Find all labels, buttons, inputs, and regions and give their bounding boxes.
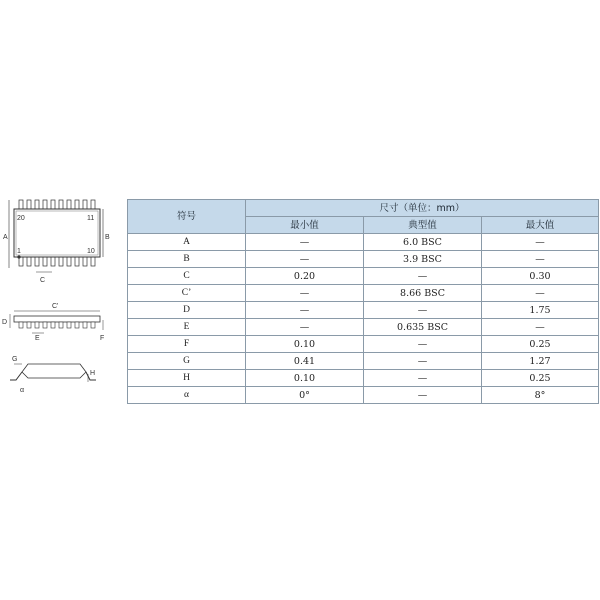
- pin-1-marker: [17, 255, 20, 258]
- table-row: [128, 285, 599, 302]
- typ-header: 典型值: [364, 217, 482, 234]
- typ-value-cell: —: [364, 336, 482, 353]
- symbol-cell: D: [128, 302, 246, 319]
- max-value-cell: —: [482, 319, 599, 336]
- dim-alpha-label: α: [20, 387, 25, 394]
- symbol-cell: A: [128, 234, 246, 251]
- package-pin: [91, 257, 95, 266]
- min-value-cell: —: [246, 319, 364, 336]
- symbol-cell: C’: [128, 285, 246, 302]
- min-value-cell: —: [246, 302, 364, 319]
- dim-a-label: A: [3, 234, 8, 241]
- max-value-cell: —: [482, 251, 599, 268]
- min-value-cell: 0.10: [246, 336, 364, 353]
- package-pin: [67, 200, 71, 209]
- side-pin: [91, 322, 95, 328]
- min-value-cell: 0.41: [246, 353, 364, 370]
- dim-cprime-label: C': [52, 303, 59, 310]
- max-value-cell: 0.25: [482, 370, 599, 387]
- symbol-cell: α: [128, 387, 246, 404]
- dimension-header: 尺寸（单位：mm）: [246, 200, 599, 217]
- package-pin: [35, 200, 39, 209]
- typ-value-cell: 0.635 BSC: [364, 319, 482, 336]
- package-pin: [59, 200, 63, 209]
- min-value-cell: —: [246, 285, 364, 302]
- top-pins-upper: [19, 200, 95, 209]
- package-pin: [83, 200, 87, 209]
- package-pin: [19, 200, 23, 209]
- package-pin: [35, 257, 39, 266]
- min-value-cell: —: [246, 251, 364, 268]
- package-pin: [51, 257, 55, 266]
- side-pin: [35, 322, 39, 328]
- side-pin: [83, 322, 87, 328]
- min-header: 最小值: [246, 217, 364, 234]
- symbol-cell: F: [128, 336, 246, 353]
- max-value-cell: 1.75: [482, 302, 599, 319]
- package-pin: [75, 200, 79, 209]
- package-pin: [27, 257, 31, 266]
- typ-value-cell: —: [364, 370, 482, 387]
- package-pin: [59, 257, 63, 266]
- table-row: [128, 387, 599, 404]
- table-row: [128, 268, 599, 285]
- symbol-cell: B: [128, 251, 246, 268]
- typ-value-cell: 8.66 BSC: [364, 285, 482, 302]
- package-pin: [75, 257, 79, 266]
- package-pin: [43, 200, 47, 209]
- table-row: [128, 370, 599, 387]
- dim-h-label: H: [90, 370, 96, 377]
- package-pin: [67, 257, 71, 266]
- max-value-cell: 8°: [482, 387, 599, 404]
- side-view: [2, 303, 104, 342]
- top-pins-lower: [19, 257, 95, 266]
- symbol-cell: G: [128, 353, 246, 370]
- dimension-table-body: [128, 234, 599, 404]
- table-row: [128, 251, 599, 268]
- side-view-body: [14, 316, 100, 322]
- pin-11-label: 11: [87, 215, 95, 222]
- min-value-cell: 0.10: [246, 370, 364, 387]
- side-pin: [51, 322, 55, 328]
- pin-20-label: 20: [17, 215, 25, 222]
- package-drawings: [0, 190, 120, 410]
- dim-b-label: B: [105, 234, 110, 241]
- end-view-body: [22, 364, 86, 378]
- package-pin: [51, 200, 55, 209]
- end-view-lead-left: [10, 372, 22, 380]
- typ-value-cell: 3.9 BSC: [364, 251, 482, 268]
- dim-d-label: D: [2, 319, 8, 326]
- package-outline-svg: [0, 190, 120, 410]
- end-view: [10, 356, 96, 394]
- symbol-cell: C: [128, 268, 246, 285]
- max-value-cell: —: [482, 285, 599, 302]
- typ-value-cell: —: [364, 387, 482, 404]
- table-row: [128, 353, 599, 370]
- symbol-cell: E: [128, 319, 246, 336]
- dim-g-label: G: [12, 356, 18, 363]
- side-pin: [67, 322, 71, 328]
- package-pin: [43, 257, 47, 266]
- typ-value-cell: 6.0 BSC: [364, 234, 482, 251]
- max-value-cell: 0.30: [482, 268, 599, 285]
- table-row: [128, 302, 599, 319]
- package-pin: [91, 200, 95, 209]
- pin-1-label: 1: [17, 248, 21, 255]
- side-pin: [43, 322, 47, 328]
- side-pin: [19, 322, 23, 328]
- typ-value-cell: —: [364, 302, 482, 319]
- dimension-table: [127, 199, 599, 404]
- table-row: [128, 234, 599, 251]
- max-header: 最大值: [482, 217, 599, 234]
- symbol-header: 符号: [128, 200, 246, 234]
- max-value-cell: —: [482, 234, 599, 251]
- min-value-cell: —: [246, 234, 364, 251]
- pin-10-label: 10: [87, 248, 95, 255]
- min-value-cell: 0.20: [246, 268, 364, 285]
- package-pin: [83, 257, 87, 266]
- dim-c-label: C: [40, 277, 46, 284]
- side-pin: [59, 322, 63, 328]
- symbol-cell: H: [128, 370, 246, 387]
- table-row: [128, 336, 599, 353]
- typ-value-cell: —: [364, 353, 482, 370]
- top-view: [3, 200, 110, 284]
- package-pin: [27, 200, 31, 209]
- side-pin: [75, 322, 79, 328]
- max-value-cell: 1.27: [482, 353, 599, 370]
- min-value-cell: 0°: [246, 387, 364, 404]
- side-pins: [19, 322, 95, 328]
- dim-f-label: F: [100, 335, 105, 342]
- typ-value-cell: —: [364, 268, 482, 285]
- dim-e-label: E: [35, 335, 40, 342]
- table-row: [128, 319, 599, 336]
- max-value-cell: 0.25: [482, 336, 599, 353]
- side-pin: [27, 322, 31, 328]
